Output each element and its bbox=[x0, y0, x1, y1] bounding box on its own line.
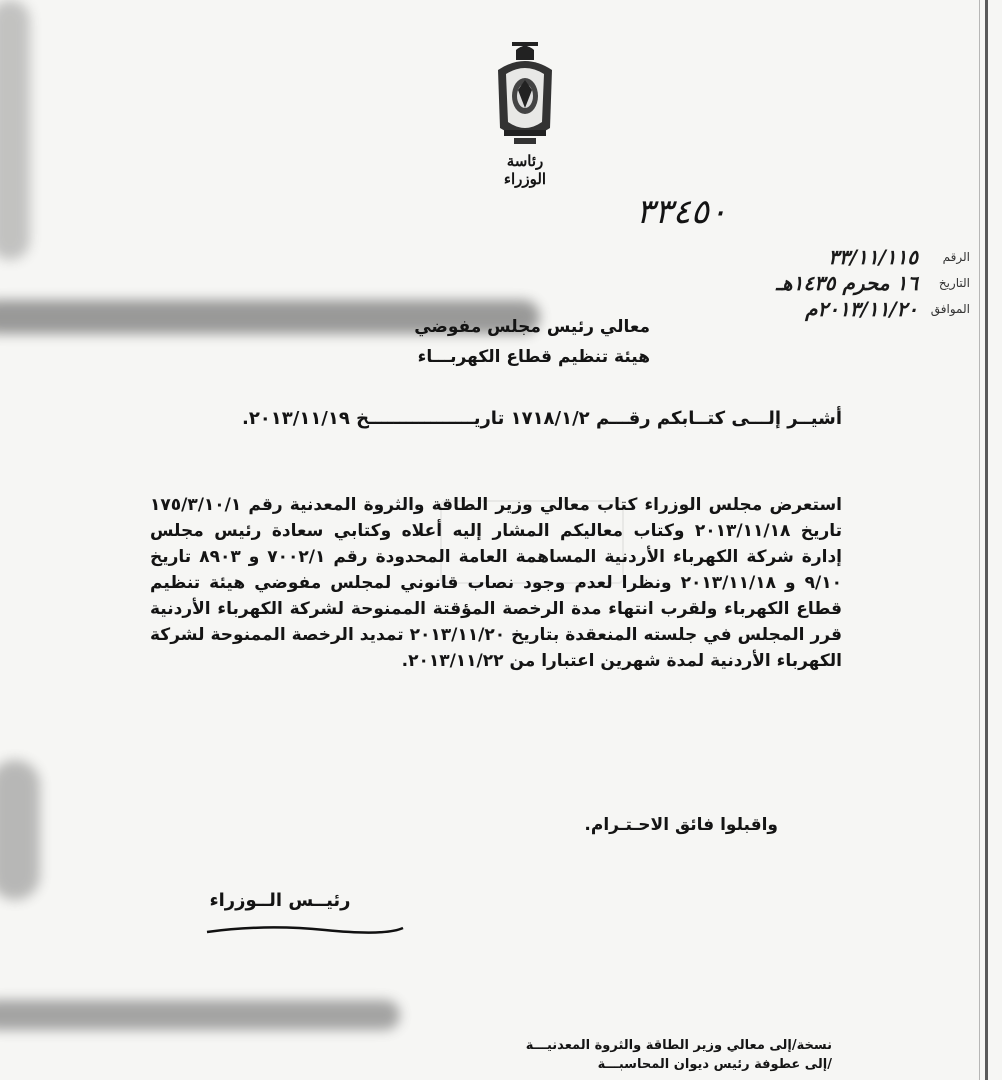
copies-block bbox=[402, 1036, 832, 1074]
date-label: التاريخ bbox=[938, 276, 970, 290]
corresponding-value: ٢٠١٣/١١/٢٠م bbox=[805, 297, 918, 321]
body-paragraph-1: أشيــر إلـــى كتــابكم رقـــم ١٧١٨/١/٢ تاريـــــــــــــــــخ ٢٠١٣/١١/١٩. bbox=[241, 408, 842, 429]
copy-line-1: نسخة/إلى معالي وزير الطاقة والثروة المعدنيـــة bbox=[525, 1038, 832, 1053]
scan-edge bbox=[979, 0, 980, 1080]
signature-stroke-icon bbox=[205, 920, 405, 940]
scan-smudge bbox=[0, 760, 40, 900]
reference-block bbox=[720, 244, 970, 322]
copy-line-2: /إلى عطوفة رئيس ديوان المحاسبـــة bbox=[597, 1057, 832, 1072]
number-label: الرقم bbox=[942, 250, 970, 264]
scan-edge bbox=[985, 0, 988, 1080]
addressee-line-1: معالي رئيس مجلس مفوضي bbox=[414, 317, 650, 337]
date-row bbox=[720, 270, 970, 296]
addressee-line-2: هيئة تنظيم قطاع الكهربـــاء bbox=[417, 347, 650, 367]
date-value: ١٦ محرم ١٤٣٥هـ bbox=[776, 271, 918, 295]
corresponding-row bbox=[720, 296, 970, 322]
coat-of-arms-icon bbox=[490, 40, 560, 150]
scan-smudge bbox=[0, 1000, 400, 1030]
signature-title: رئيــس الــوزراء bbox=[209, 890, 351, 911]
number-value: ٣٣/١١/١١٥ bbox=[828, 245, 918, 269]
addressee-block bbox=[414, 312, 650, 372]
body-paragraph-2: استعرض مجلس الوزراء كتاب معالي وزير الطاقة والثروة المعدنية رقم ١٧٥/٣/١٠/١ تاريخ ٢٠١٣/١١/١٨ وكتاب معاليكم المشار إليه أعلاه وكتابي سعادة رئيس مجلس إدارة شركة الكهرباء الأردنية المساهمة العامة المحدودة رقم ٧٠٠٢/١ و ٨٩٠٣ تاريخ ٩/١٠ و ٢٠١٣/١١/١٨ ونظرا لعدم وجود نصاب قانوني لمجلس مفوضي هيئة تنظيم قطاع الكهرباء ولقرب انتهاء مدة الرخصة المؤقتة الممنوحة لشركة الكهرباء الأردنية قرر المجلس في جلسته المنعقدة بتاريخ ٢٠١٣/١١/٢٠ تمديد الرخصة الممنوحة لشركة الكهرباء الأردنية لمدة شهرين اعتبارا من ٢٠١٣/١١/٢٢. bbox=[150, 495, 843, 671]
handwritten-reference: ٣٣٤٥٠ bbox=[636, 192, 728, 232]
corresponding-label: الموافق bbox=[930, 302, 970, 316]
closing-line: واقبلوا فائق الاحـتـرام. bbox=[584, 815, 778, 835]
letterhead bbox=[488, 40, 562, 188]
number-row bbox=[720, 244, 970, 270]
letterhead-caption: رئاسة الوزراء bbox=[503, 152, 547, 188]
scan-smudge bbox=[0, 0, 30, 260]
